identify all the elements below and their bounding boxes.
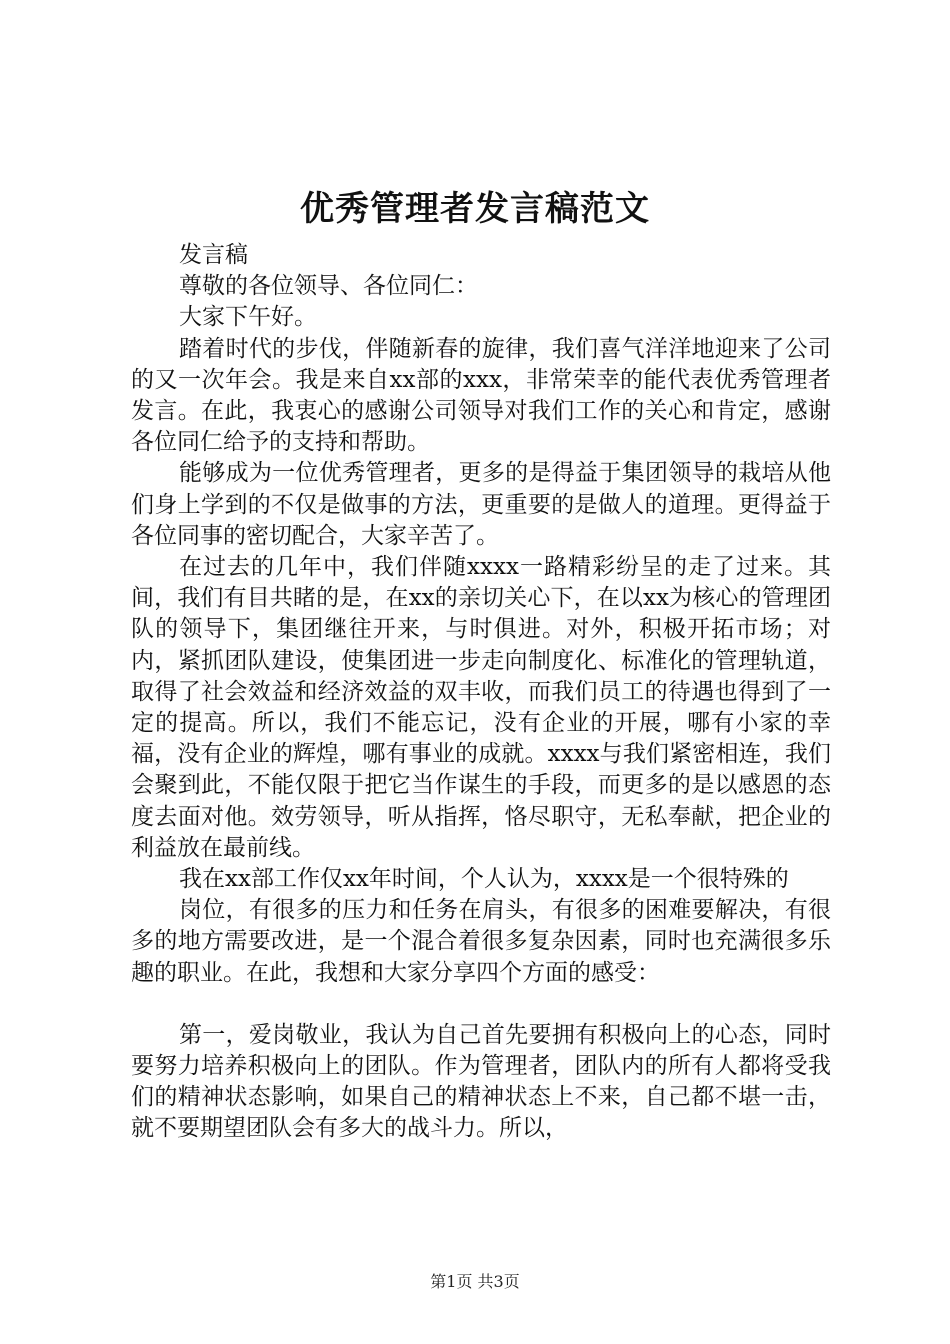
paragraph-heading: 发言稿 xyxy=(179,242,248,268)
document-title: 优秀管理者发言稿范文 xyxy=(300,189,650,229)
paragraph-greeting: 大家下午好。 xyxy=(179,304,317,331)
paragraph-position: 岗位，有很多的压力和任务在肩头，有很多的困难要解决，有很多的地方需要改进，是一个混合着很多复杂因素，同时也充满很多乐趣的职业。在此，我想和大家分享四个方面的感受： xyxy=(131,897,831,986)
page-number: 第1页 共3页 xyxy=(430,1272,520,1291)
paragraph-history: 在过去的几年中，我们伴随xxxx一路精彩纷呈的走了过来。其间，我们有目共睹的是，在xx的亲切关心下，在以xx为核心的管理团队的领导下，集团继往开来，与时俱进。对外，积极开拓市场；对内，紧抓团队建设，使集团进一步走向制度化、标准化的管理轨道，取得了社会效益和经济效益的双丰收，而我们员工的待遇也得到了一定的提高。所以，我们不能忘记，没有企业的开展，哪有小家的幸福，没有企业的辉煌，哪有事业的成就。xxxx与我们紧密相连，我们会聚到此，不能仅限于把它当作谋生的手段，而更多的是以感恩的态度去面对他。效劳领导，听从指挥，恪尽职守，无私奉献，把企业的利益放在最前线。 xyxy=(131,554,831,861)
paragraph-gap xyxy=(131,989,831,1020)
document-body xyxy=(131,240,831,1145)
paragraph-gratitude: 能够成为一位优秀管理者，更多的是得益于集团领导的栽培从他们身上学到的不仅是做事的方法，更重要的是做人的道理。更得益于各位同事的密切配合，大家辛苦了。 xyxy=(131,460,831,549)
paragraph-role: 我在xx部工作仅xx年时间，个人认为，xxxx是一个很特殊的 xyxy=(179,866,789,893)
paragraph-opening: 踏着时代的步伐，伴随新春的旋律，我们喜气洋洋地迎来了公司的又一次年会。我是来自xx部的xxx，非常荣幸的能代表优秀管理者发言。在此，我衷心的感谢公司领导对我们工作的关心和肯定，感谢各位同仁给予的支持和帮助。 xyxy=(131,335,831,456)
paragraph-point-one: 第一，爱岗敬业，我认为自己首先要拥有积极向上的心态，同时要努力培养积极向上的团队。作为管理者，团队内的所有人都将受我们的精神状态影响，如果自己的精神状态上不来，自己都不堪一击，就不要期望团队会有多大的战斗力。所以， xyxy=(131,1021,831,1142)
paragraph-salutation: 尊敬的各位领导、各位同仁： xyxy=(179,273,478,300)
